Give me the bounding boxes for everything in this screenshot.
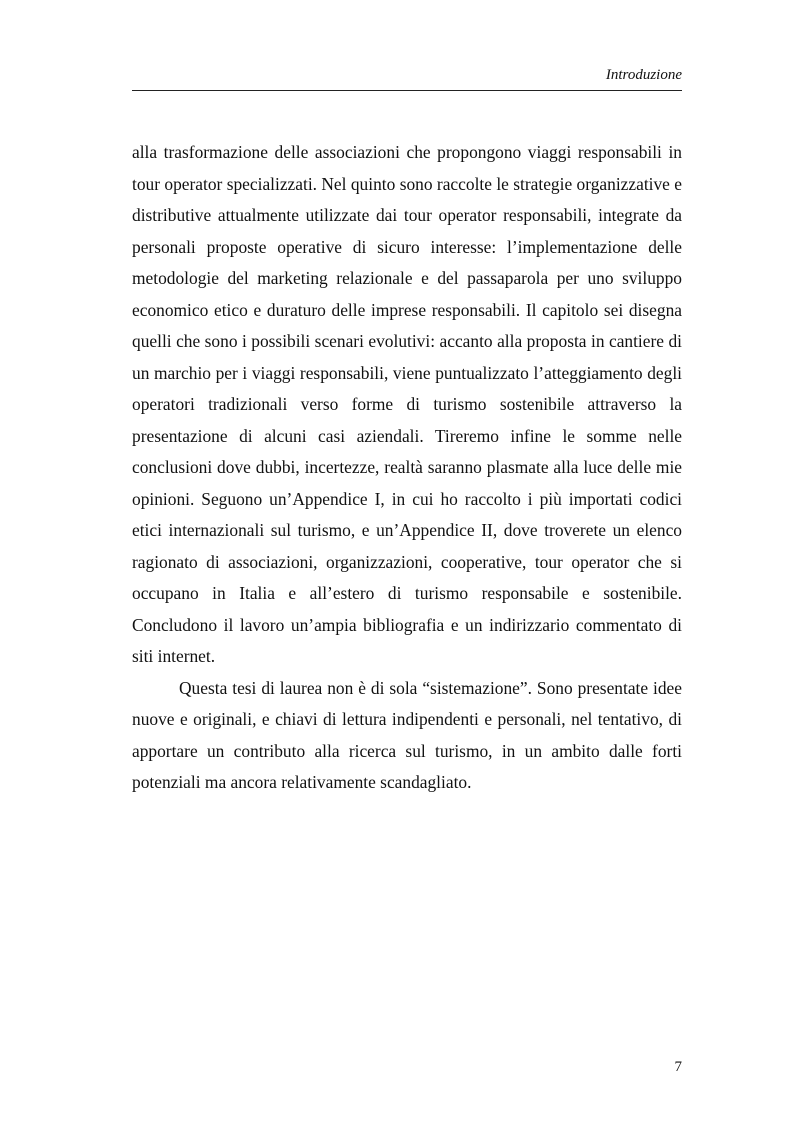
paragraph-continuation: alla trasformazione delle associazioni che propongono viaggi responsabili in tour operator specializzati. Nel quinto sono raccolte le strategie organizzative e distributive attualmente utilizzate dai tour operator responsabili, integrate da personali proposte operative di sicuro interesse: l’implementazione delle metodologie del marketing relazionale e del passaparola per uno sviluppo economico etico e duraturo delle imprese responsabili. Il capitolo sei disegna quelli che sono i possibili scenari evolutivi: accanto alla proposta in cantiere di un marchio per i viaggi responsabili, viene puntualizzato l’atteggiamento degli operatori tradizionali verso forme di turismo sostenibile attraverso la presentazione di alcuni casi aziendali. Tireremo infine le somme nelle conclusioni dove dubbi, incertezze, realtà saranno plasmate alla luce delle mie opinioni. Seguono un’Appendice I, in cui ho raccolto i più importati codici etici internazionali sul turismo, e un’Appendice II, dove troverete un elenco ragionato di associazioni, organizzazioni, cooperative, tour operator che si occupano in Italia e all’estero di turismo responsabile e sostenibile. Concludono il lavoro un’ampia bibliografia e un indirizzario commentato di siti internet. [132, 142, 682, 666]
running-title: Introduzione [605, 67, 682, 83]
page-number: 7 [674, 1059, 682, 1075]
running-header [132, 66, 682, 91]
body-text [132, 137, 682, 799]
paragraph-conclusion: Questa tesi di laurea non è di sola “sistemazione”. Sono presentate idee nuove e originali, e chiavi di lettura indipendenti e personali, nel tentativo, di apportare un contributo alla ricerca sul turismo, in un ambito dalle forti potenziali ma ancora relativamente scandagliato. [132, 677, 682, 792]
